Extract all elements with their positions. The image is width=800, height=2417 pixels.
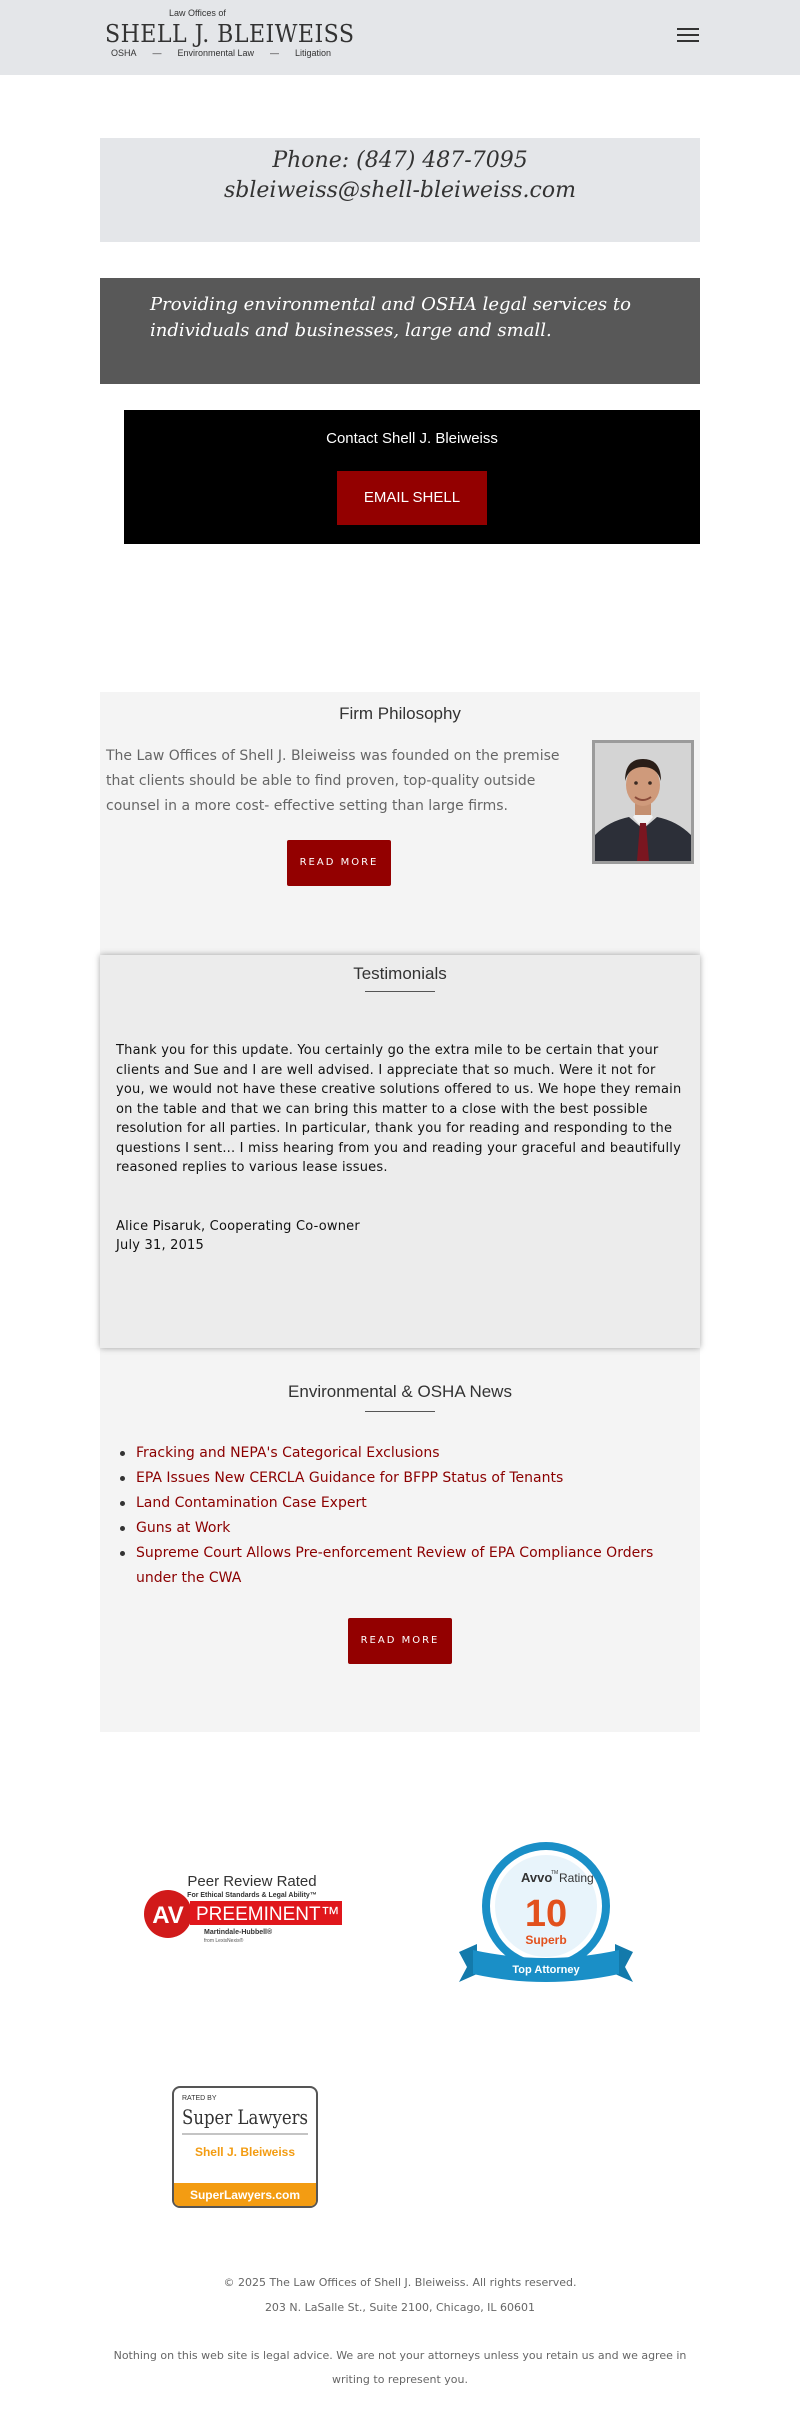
testimonial-attribution xyxy=(116,1217,360,1255)
news-link-land-contamination[interactable]: Land Contamination Case Expert xyxy=(136,1495,367,1511)
phone-number[interactable]: Phone: (847) 487-7095 xyxy=(272,148,528,173)
menu-icon[interactable] xyxy=(677,28,699,46)
news-item xyxy=(120,1541,685,1591)
contact-info-box xyxy=(100,138,700,242)
site-header xyxy=(0,0,800,75)
testimonials-title-underline xyxy=(365,991,435,992)
av-line1: Peer Review Rated xyxy=(187,1873,317,1890)
sl-site: SuperLawyers.com xyxy=(189,2188,301,2202)
tagline-text: Providing environmental and OSHA legal services to individuals and businesses, large and small. xyxy=(150,294,631,341)
news-item xyxy=(120,1491,685,1516)
av-preeminent-badge[interactable] xyxy=(142,1872,342,1944)
news-list xyxy=(120,1441,685,1591)
logo-sub-environmental: Environmental Law xyxy=(177,48,254,58)
news-item xyxy=(120,1516,685,1541)
av-mark: AV xyxy=(152,1902,184,1929)
email-shell-button[interactable]: EMAIL SHELL xyxy=(337,471,487,525)
footer-address: 203 N. LaSalle St., Suite 2100, Chicago, IL 60601 xyxy=(264,2301,536,2314)
av-line3: Martindale-Hubbell® xyxy=(204,1929,273,1936)
news-link-supreme-court[interactable]: Supreme Court Allows Pre-enforcement Review of EPA Compliance Orders under the CWA xyxy=(136,1545,654,1586)
avvo-tm: TM xyxy=(551,1870,559,1876)
news-title: Environmental & OSHA News xyxy=(288,1382,512,1401)
philosophy-text: The Law Offices of Shell J. Bleiweiss was founded on the premise that clients should be able to find proven, top-quality outside counsel in a more cost- effective setting than large firms. xyxy=(106,748,560,814)
footer-disclaimer: Nothing on this web site is legal advice. We are not your attorneys unless you retain us and we agree in writing to represent you. xyxy=(113,2349,687,2386)
logo-sub-osha: OSHA xyxy=(111,48,137,58)
testimonials-title: Testimonials xyxy=(353,964,447,983)
testimonial-author: Alice Pisaruk, Cooperating Co-owner xyxy=(116,1219,360,1234)
avvo-score: 10 xyxy=(524,1893,568,1935)
news-item xyxy=(120,1441,685,1466)
av-rating-icon xyxy=(142,1872,342,1944)
email-address[interactable]: sbleiweiss@shell-bleiweiss.com xyxy=(224,178,576,203)
logo-subtitle xyxy=(111,48,331,58)
av-line4: from LexisNexis® xyxy=(204,1938,244,1944)
logo-top-text: Law Offices of xyxy=(169,8,226,18)
super-lawyers-badge[interactable] xyxy=(172,2086,318,2208)
news-item xyxy=(120,1466,685,1491)
email-contact-box xyxy=(124,410,700,544)
av-line2: For Ethical Standards & Legal Ability™ xyxy=(187,1892,317,1899)
logo-sub-dash-2: — xyxy=(269,48,279,58)
sl-brand: Super Lawyers xyxy=(182,2105,308,2129)
news-link-guns-at-work[interactable]: Guns at Work xyxy=(136,1520,231,1536)
portrait-image xyxy=(595,743,691,861)
testimonial-quote: Thank you for this update. You certainly go the extra mile to be certain that your clients and Sue and I are well advised. I appreciate that so much. Were it not for you, we would not have these creative solutions offered to us. We hope they remain on the table and that we can bring this matter to a close with the best possible resolution for all parties. In particular, thank you for reading and responding to the questions I sent... I miss hearing from you and reading your graceful and beautifully reasoned replies to various lease issues. xyxy=(116,1043,682,1175)
news-title-underline xyxy=(365,1411,435,1412)
logo-sub-dash-1: — xyxy=(152,48,162,58)
sl-name: Shell J. Bleiweiss xyxy=(194,2145,296,2159)
avvo-rating-badge[interactable] xyxy=(455,1840,637,1990)
philosophy-read-more-button[interactable]: READ MORE xyxy=(287,840,391,886)
sl-rated-by: RATED BY xyxy=(182,2095,217,2102)
super-lawyers-icon xyxy=(172,2086,318,2208)
avvo-rating-word: Rating xyxy=(559,1871,594,1885)
testimonial-date: July 31, 2015 xyxy=(116,1238,205,1253)
footer-copyright: © 2025 The Law Offices of Shell J. Bleiweiss. All rights reserved. xyxy=(223,2276,577,2289)
news-read-more-button[interactable]: READ MORE xyxy=(348,1618,452,1664)
avvo-label: Superb xyxy=(525,1933,567,1947)
attorney-portrait xyxy=(592,740,694,864)
news-link-cercla[interactable]: EPA Issues New CERCLA Guidance for BFPP Status of Tenants xyxy=(136,1470,564,1486)
email-box-title: Contact Shell J. Bleiweiss xyxy=(326,430,498,447)
avvo-badge-icon xyxy=(455,1840,637,1990)
av-preeminent: PREEMINENT™ xyxy=(196,1904,340,1925)
tagline-banner xyxy=(100,278,700,384)
testimonials-card xyxy=(100,955,700,1348)
philosophy-title: Firm Philosophy xyxy=(339,704,461,723)
avvo-brand: Avvo xyxy=(521,1870,553,1885)
logo-sub-litigation: Litigation xyxy=(294,48,331,58)
logo-name: SHELL J. BLEIWEISS xyxy=(105,20,355,48)
news-link-fracking[interactable]: Fracking and NEPA's Categorical Exclusions xyxy=(136,1445,440,1461)
avvo-ribbon: Top Attorney xyxy=(512,1964,580,1976)
site-logo[interactable] xyxy=(105,8,355,60)
